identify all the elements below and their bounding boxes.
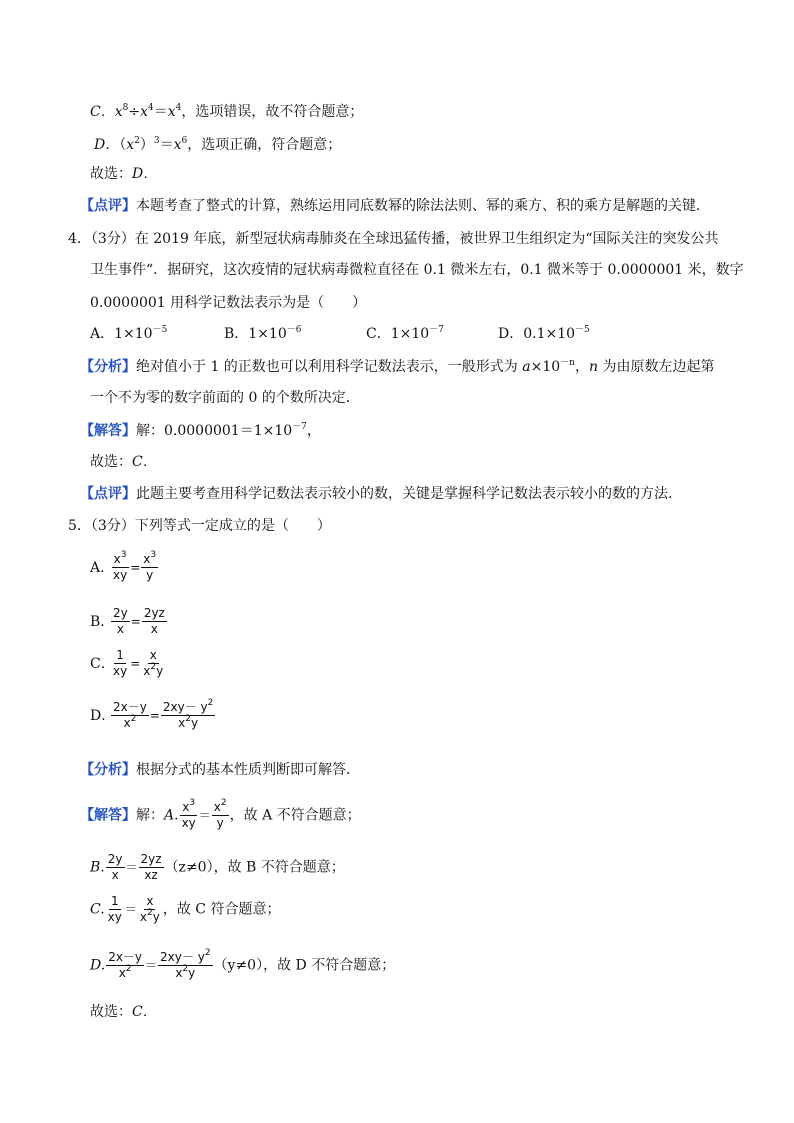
option-label: C． bbox=[90, 655, 115, 672]
answer-text: 解： bbox=[136, 807, 164, 824]
denominator: y bbox=[146, 568, 154, 582]
denominator: y bbox=[156, 664, 164, 678]
numerator: x bbox=[143, 552, 151, 566]
select-answer: D． bbox=[132, 166, 158, 182]
answer-tag: 【解答】 bbox=[80, 807, 136, 824]
fraction bbox=[138, 894, 162, 925]
denominator: y bbox=[152, 910, 160, 924]
option-text: ，选项错误，故不符合题意； bbox=[181, 104, 364, 120]
option-label: B． bbox=[224, 326, 249, 342]
option-label: D． bbox=[94, 137, 120, 153]
q5-answer-a bbox=[80, 800, 361, 831]
denominator: x bbox=[116, 622, 124, 636]
q3-selection bbox=[90, 164, 157, 184]
exponent: 4 bbox=[175, 103, 182, 113]
operator: = bbox=[130, 614, 141, 629]
option-base: 1×10 bbox=[248, 326, 287, 342]
option-label: C. bbox=[90, 901, 105, 918]
q4-option-c bbox=[366, 324, 498, 344]
option-base: 0.1×10 bbox=[523, 326, 576, 342]
denominator: xy bbox=[113, 568, 128, 582]
q5-option-d bbox=[90, 700, 216, 731]
operator: ＝ bbox=[124, 902, 137, 917]
analysis-text: 为由原数左边起第 bbox=[598, 359, 715, 375]
denominator: x bbox=[111, 868, 119, 882]
denominator: x bbox=[123, 716, 131, 730]
numerator: x bbox=[213, 800, 221, 814]
fraction bbox=[161, 700, 216, 731]
operator: = bbox=[149, 708, 160, 723]
comment-text: 本题考查了整式的计算，熟练运用同底数幂的除法法则、幂的乘方、积的乘方是解题的关键． bbox=[136, 198, 710, 214]
q3-option-c bbox=[90, 102, 363, 122]
denominator: x bbox=[139, 910, 147, 924]
option-label: A． bbox=[90, 326, 115, 342]
exponent: 2 bbox=[147, 908, 153, 918]
exponent: 8 bbox=[122, 103, 129, 113]
exponent: －n bbox=[560, 358, 575, 368]
answer-text: ，故 A 不符合题意； bbox=[229, 807, 361, 824]
numerator: x bbox=[182, 800, 190, 814]
option-base: 1×10 bbox=[114, 326, 153, 342]
denominator: xy bbox=[107, 910, 122, 924]
comment-tag: 【点评】 bbox=[80, 486, 136, 502]
exponent: －5 bbox=[152, 325, 168, 335]
option-label: B． bbox=[90, 613, 115, 630]
denominator: x bbox=[150, 622, 158, 636]
exponent: 2 bbox=[125, 964, 132, 974]
q4-analysis-line-1 bbox=[80, 357, 714, 377]
exponent: 3 bbox=[150, 550, 157, 560]
numerator: 2y bbox=[113, 606, 128, 620]
fraction bbox=[141, 648, 165, 679]
operator: ＝ bbox=[153, 104, 168, 120]
exponent: －7 bbox=[292, 422, 307, 432]
denominator: x bbox=[118, 966, 126, 980]
q4-option-d bbox=[498, 324, 590, 344]
fraction bbox=[106, 950, 144, 981]
answer-text: （z≠0），故 B 不符合题意； bbox=[164, 859, 345, 876]
option-label: C． bbox=[366, 326, 391, 342]
select-answer: C． bbox=[132, 454, 157, 470]
option-label: D. bbox=[90, 957, 106, 974]
numerator: 2xy－ y bbox=[162, 700, 208, 714]
math-var: x bbox=[173, 137, 182, 153]
answer-text: （y≠0），故 D 不符合题意； bbox=[213, 957, 396, 974]
operator: = bbox=[130, 560, 141, 575]
fraction bbox=[111, 606, 130, 637]
operator: = bbox=[130, 656, 141, 671]
q4-answer bbox=[80, 421, 321, 441]
comment-tag: 【点评】 bbox=[80, 198, 136, 214]
fraction bbox=[111, 700, 149, 731]
math-var: x bbox=[114, 104, 123, 120]
exponent: 2 bbox=[150, 662, 157, 672]
select-label: 故选： bbox=[90, 454, 132, 470]
numerator: x bbox=[146, 894, 154, 908]
q4-option-a bbox=[90, 324, 224, 344]
exponent: 4 bbox=[148, 103, 154, 113]
math-var: a bbox=[522, 359, 531, 375]
operator: ＝ bbox=[159, 137, 174, 153]
option-label: A． bbox=[90, 559, 115, 576]
exponent: 2 bbox=[182, 964, 189, 974]
denominator: x bbox=[143, 664, 151, 678]
q5-option-a bbox=[90, 552, 159, 583]
q3-comment bbox=[80, 196, 710, 216]
exponent: 6 bbox=[181, 136, 188, 146]
q4-options bbox=[90, 324, 590, 344]
fraction bbox=[106, 852, 125, 883]
numerator: 2xy－ y bbox=[160, 950, 205, 964]
q4-selection bbox=[90, 452, 157, 472]
option-base: 1×10 bbox=[390, 326, 430, 342]
exponent: 2 bbox=[204, 948, 211, 958]
numerator: x bbox=[149, 648, 157, 662]
math-var: n bbox=[588, 359, 598, 375]
q3-option-d bbox=[94, 135, 341, 155]
denominator: xy bbox=[181, 816, 196, 830]
option-label: D． bbox=[498, 326, 524, 342]
analysis-text: ， bbox=[574, 359, 589, 375]
q4-stem-line-1: 4．（3分）在 2019 年底，新型冠状病毒肺炎在全球迅猛传播，被世界卫生组织定为“国际关注的突发公共 bbox=[68, 231, 719, 247]
answer-tag: 【解答】 bbox=[80, 423, 136, 439]
exponent: 2 bbox=[220, 798, 227, 808]
exponent: －7 bbox=[429, 325, 444, 335]
q5-answer-d bbox=[90, 950, 395, 981]
q5-analysis bbox=[80, 760, 360, 780]
exponent: 3 bbox=[153, 136, 160, 146]
operator: ＝ bbox=[125, 860, 138, 875]
operator: ＝ bbox=[198, 808, 211, 823]
q4-option-b bbox=[224, 324, 366, 344]
fraction bbox=[141, 552, 158, 583]
fraction bbox=[106, 894, 124, 925]
q5-option-c bbox=[90, 648, 166, 679]
math-var: x bbox=[140, 104, 148, 120]
select-label: 故选： bbox=[90, 166, 132, 182]
numerator: 1 bbox=[116, 648, 124, 662]
exponent: －5 bbox=[575, 325, 590, 335]
q5-selection bbox=[90, 1002, 157, 1022]
analysis-text: ×10 bbox=[530, 359, 561, 375]
numerator: 2yz bbox=[140, 852, 162, 866]
numerator: 2yz bbox=[143, 606, 165, 620]
denominator: y bbox=[191, 716, 199, 730]
q5-stem: 5．（3分）下列等式一定成立的是（ ） bbox=[68, 518, 331, 534]
numerator: 2y bbox=[107, 852, 123, 866]
denominator: xy bbox=[113, 664, 128, 678]
comment-text: 此题主要考查用科学记数法表示较小的数，关键是掌握科学记数法表示较小的数的方法． bbox=[136, 486, 682, 502]
exponent: 2 bbox=[134, 136, 140, 146]
fraction bbox=[212, 800, 229, 831]
exponent: 2 bbox=[207, 698, 214, 708]
exponent: 3 bbox=[120, 550, 127, 560]
select-label: 故选： bbox=[90, 1004, 132, 1020]
denominator: y bbox=[188, 966, 196, 980]
fraction bbox=[139, 852, 164, 883]
option-text: ，选项正确，符合题意； bbox=[187, 137, 342, 153]
denominator: x bbox=[175, 966, 183, 980]
fraction bbox=[111, 648, 129, 679]
numerator: 2x－y bbox=[113, 700, 147, 714]
answer-text: 解：0.0000001＝1×10 bbox=[136, 423, 293, 439]
exponent: 2 bbox=[130, 714, 137, 724]
analysis-tag: 【分析】 bbox=[80, 359, 136, 375]
q4-analysis-line-2: 一个不为零的数字前面的 0 的个数所决定． bbox=[90, 390, 360, 406]
option-label: C． bbox=[90, 104, 115, 120]
math-var: x bbox=[167, 104, 176, 120]
paren: （ bbox=[119, 137, 127, 153]
math-var: x bbox=[126, 137, 135, 153]
fraction bbox=[142, 606, 167, 637]
exponent: 2 bbox=[185, 714, 192, 724]
exponent: 3 bbox=[189, 798, 196, 808]
fraction bbox=[180, 800, 198, 831]
q4-comment bbox=[80, 484, 682, 504]
select-answer: C． bbox=[132, 1004, 157, 1020]
numerator: x bbox=[113, 552, 121, 566]
analysis-text: 根据分式的基本性质判断即可解答． bbox=[136, 762, 360, 778]
exponent: －6 bbox=[286, 325, 302, 335]
denominator: xz bbox=[144, 868, 158, 882]
answer-text: ，故 C 符合题意； bbox=[162, 901, 281, 918]
q5-answer-c bbox=[90, 894, 280, 925]
operator: ÷ bbox=[128, 104, 141, 120]
q4-stem-line-2: 卫生事件“．据研究，这次疫情的冠状病毒微粒直径在 0.1 微米左右，0.1 微米等于 0.0000001 米，数字 bbox=[90, 262, 744, 278]
option-label: D． bbox=[90, 707, 116, 724]
fraction bbox=[158, 950, 213, 981]
q4-stem-line-3: 0.0000001 用科学记数法表示为是（ ） bbox=[90, 295, 367, 311]
operator: ＝ bbox=[145, 958, 158, 973]
denominator: x bbox=[178, 716, 186, 730]
numerator: 2x－y bbox=[108, 950, 143, 964]
answer-text: ， bbox=[306, 423, 321, 439]
denominator: y bbox=[216, 816, 224, 830]
option-label: B. bbox=[90, 859, 105, 876]
q5-answer-b bbox=[90, 852, 345, 883]
q5-option-b bbox=[90, 606, 168, 637]
option-label: A. bbox=[164, 807, 179, 824]
analysis-tag: 【分析】 bbox=[80, 762, 136, 778]
numerator: 1 bbox=[110, 894, 119, 908]
analysis-text: 绝对值小于 1 的正数也可以利用科学记数法表示，一般形式为 bbox=[136, 359, 523, 375]
fraction bbox=[111, 552, 129, 583]
paren: ） bbox=[139, 137, 154, 153]
